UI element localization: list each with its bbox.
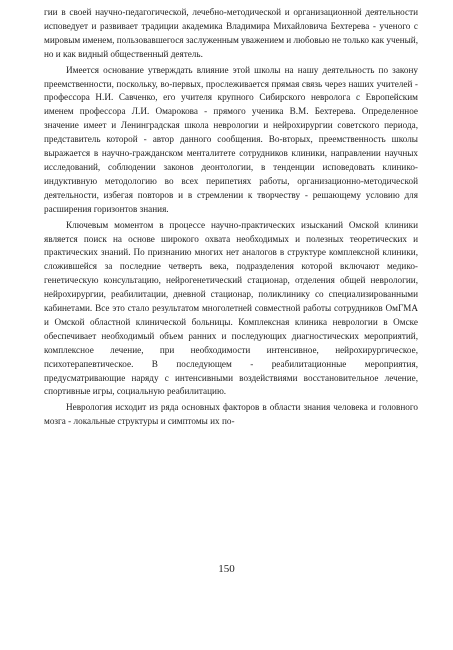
document-body [44, 6, 418, 429]
paragraph-clinic-structure: Ключевым моментом в процессе научно-практических изысканий Омской клиники является поиск на основе широкого охвата необходимых и полезных теоретических и практических знаний. По признанию многих нет аналогов в структуре комплексной клиники, сложившейся за последние четверть века, подразделения которой включают медико-генетическую консультацию, нейрогенетический стационар, отделения общей неврологии, нейрохирургии, реабилитации, дневной стационар, поликлинику со специализированными кабинетами. Все это стало результатом многолетней совместной работы сотрудников ОмГМА и Омской областной клинической больницы. Комплексная клиника неврологии в Омске обеспечивает необходимый объем ранних и последующих диагностических мероприятий, комплексное лечение, при необходимости интенсивное, нейрохирургическое, психотерапевтическое. В последующем - реабилитационные мероприятия, предусматривающие наряду с интенсивными воздействиями восстановительное лечение, спортивные игры, социальную реабилитацию. [44, 219, 418, 397]
paragraph-continuation: гии в своей научно-педагогической, лечебно-методической и организационной деятельности исповедует и развивает традиции академика Владимира Михайловича Бехтерева - ученого с мировым именем, пользовавшегося заслуженным уважением и любовью не только как ученый, но и как видный общественный деятель. [44, 7, 419, 59]
paragraph-neurology-factors: Неврология исходит из ряда основных факторов в области знания человека и головного мозга - локальные структуры и симптомы их по- [44, 402, 418, 427]
page-number: 150 [218, 563, 235, 575]
paragraph-school-influence: Имеется основание утверждать влияние этой школы на нашу деятельность по закону преемственности, поскольку, во-первых, прослеживается прямая связь через наших учителей - профессора Н.И. Савченко, его учителя крупного Сибирского невролога с Европейским именем профессора Л.И. Омарокова - прямого ученика В.М. Бехтерева. Определенное значение имеет и Ленинградская школа неврологии и нейрохирургии советского периода, представитель которой - автор данного сообщения. Во-вторых, преемственность школы выражается в научно-гражданском менталитете сотрудников клиники, направлении научных исследований, соблюдении законов деонтологии, в тенденции исповедовать клинико-индуктивную методологию во всех перипетиях работы, организационно-методической деятельности, избегая повторов и в стремлении к творчеству - решающему условию для расширения горизонтов знания. [44, 64, 418, 214]
